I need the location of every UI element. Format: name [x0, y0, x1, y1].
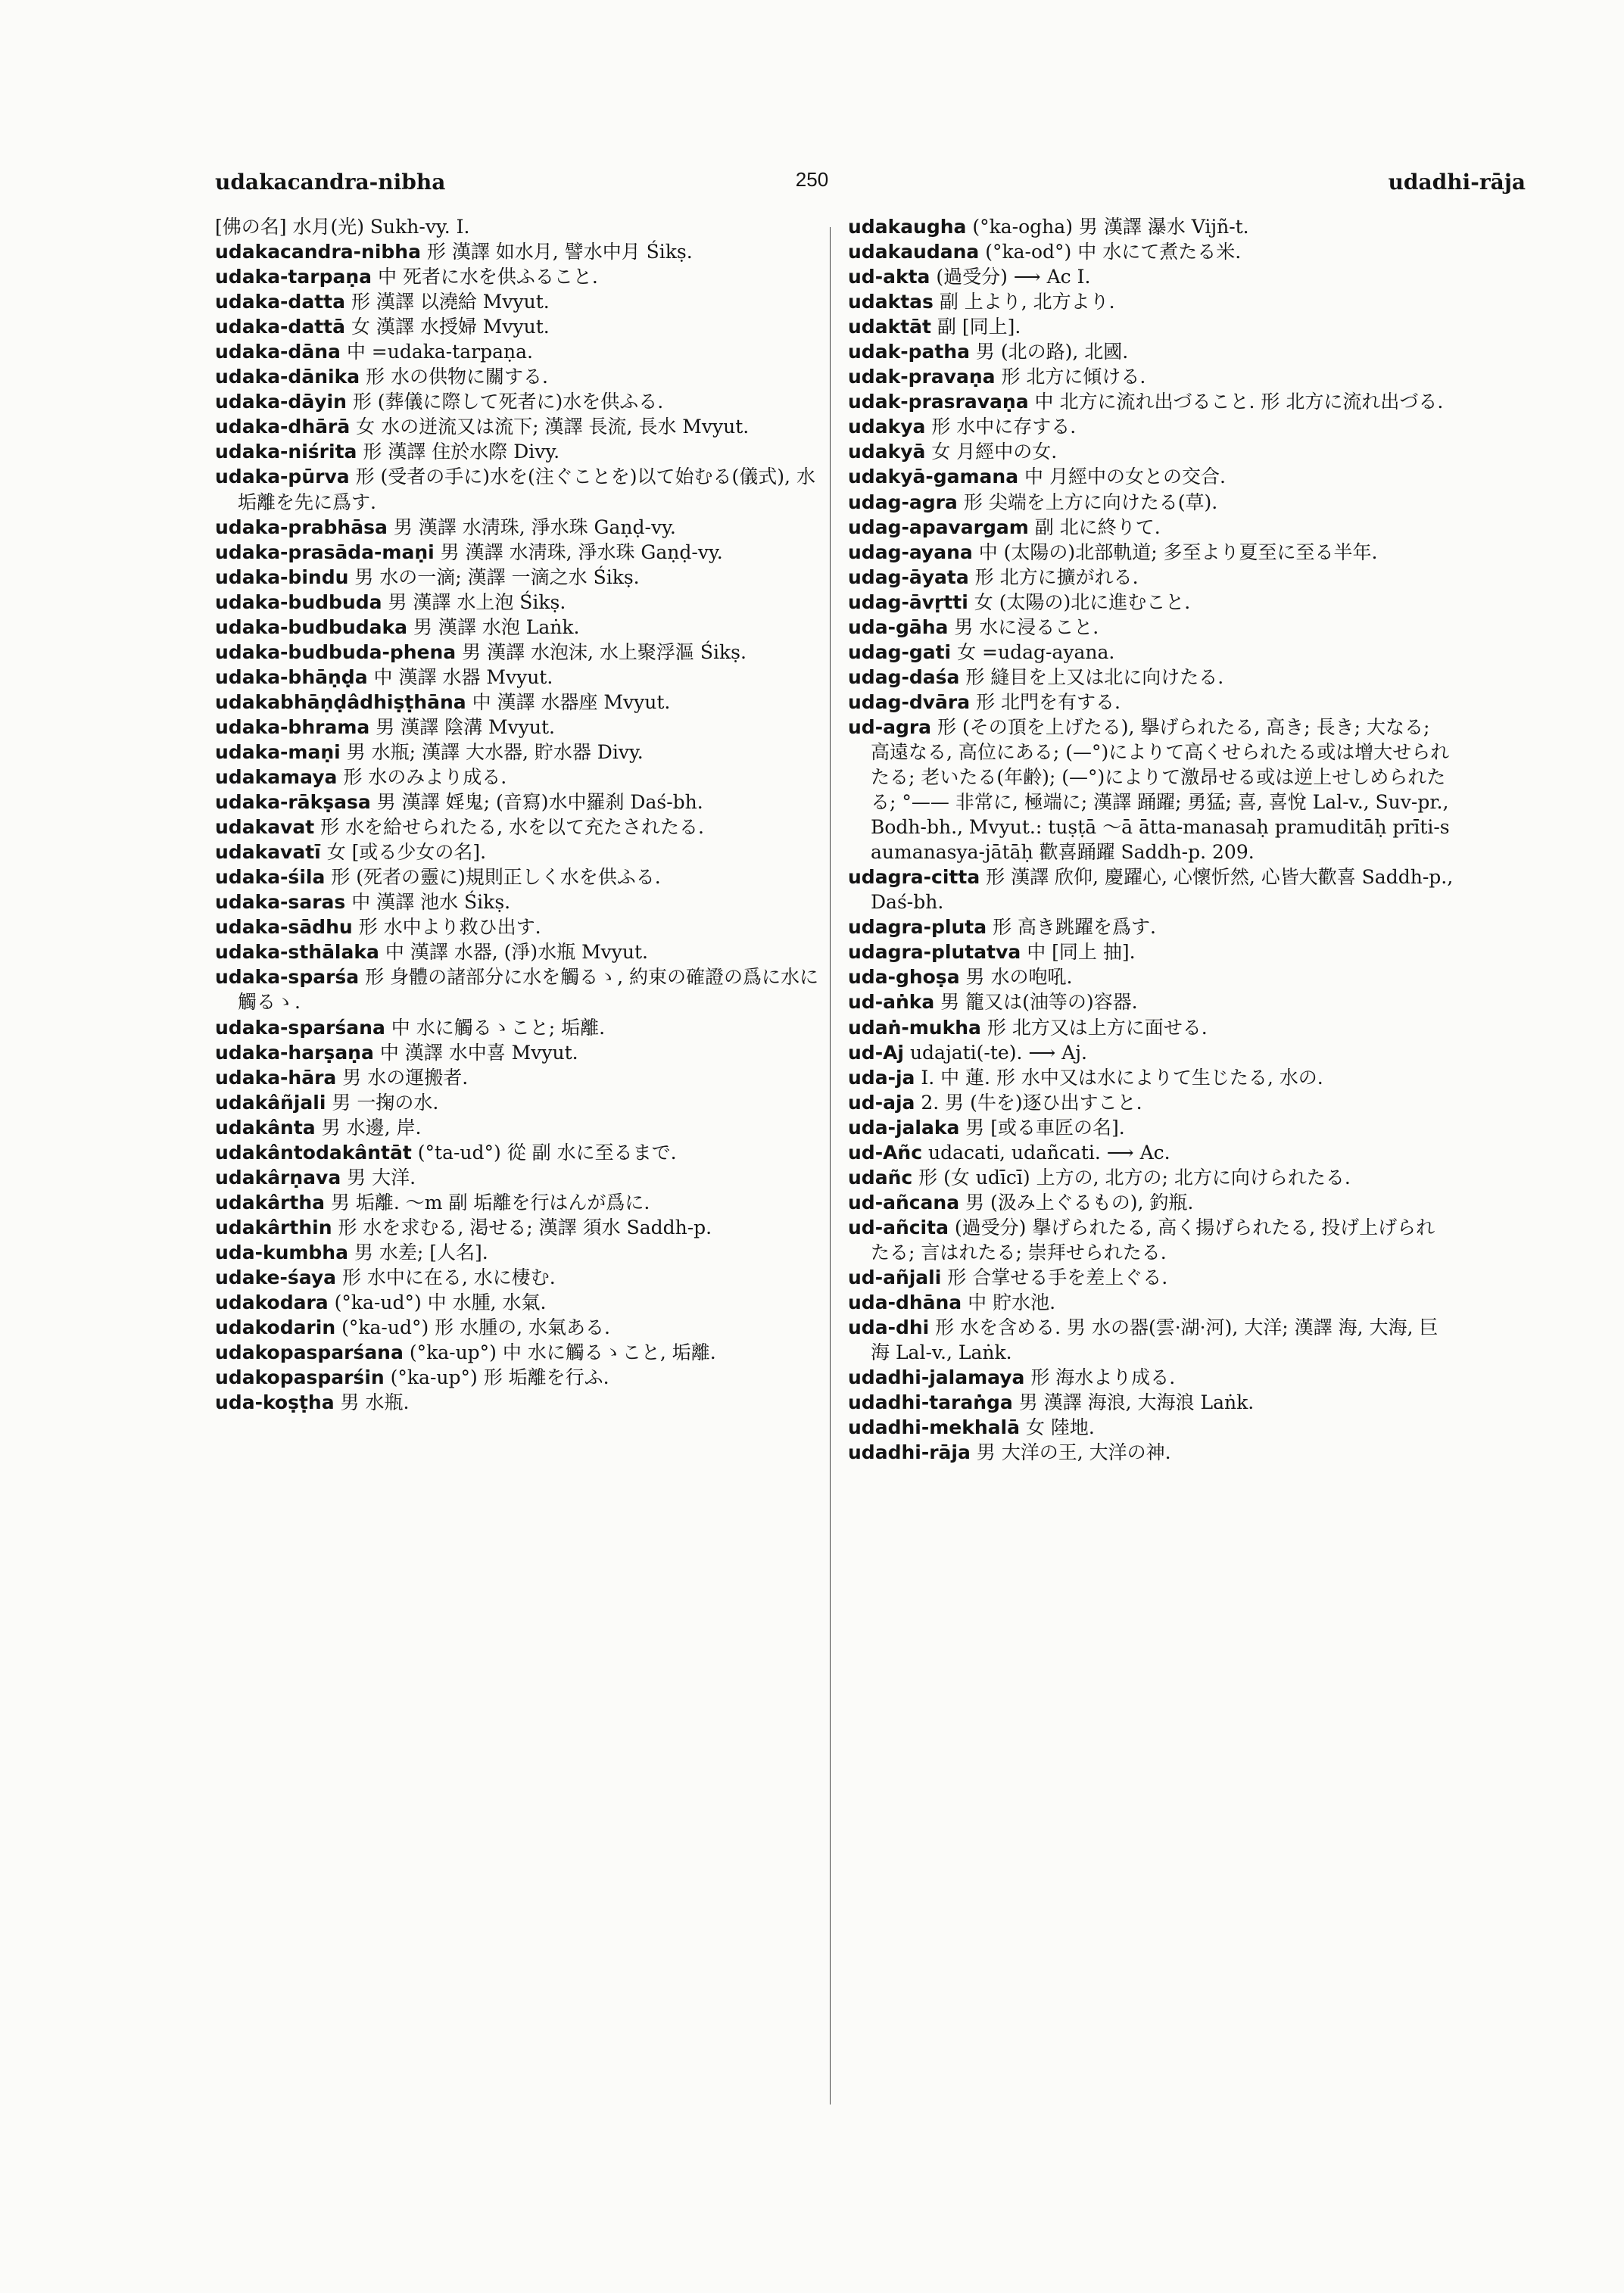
- entry-definition: 女 陸地.: [1025, 1416, 1095, 1439]
- entry-definition: 副 [同上].: [937, 316, 1021, 338]
- entry-headword: uda-ghoṣa: [848, 966, 960, 989]
- entry-definition: 男 漢譯 水泡沫, 水上聚浮漚 Śikṣ.: [462, 640, 747, 663]
- entry-headword: udakopasparśana: [215, 1341, 404, 1364]
- entry-definition: 形 合掌せる手を差上ぐる.: [947, 1266, 1168, 1288]
- dictionary-entry: [215, 615, 821, 640]
- entry-headword: udaka-datta: [215, 291, 345, 313]
- entry-headword: udaka-sādhu: [215, 916, 353, 939]
- dictionary-entry: [215, 515, 821, 540]
- entry-headword: udaka-maṇi: [215, 740, 341, 763]
- entry-headword: udakacandra-nibha: [215, 241, 421, 263]
- dictionary-entry: [215, 1290, 821, 1315]
- entry-headword: udaka-dāna: [215, 341, 341, 363]
- dictionary-entry: [215, 740, 821, 765]
- entry-headword: udakyā-gamana: [848, 466, 1019, 488]
- entry-headword: udak-pravaṇa: [848, 366, 996, 388]
- entry-definition: 形 水を求むる, 渇せる; 漢譯 須水 Saddh-p.: [338, 1216, 712, 1238]
- entry-headword: udakârtha: [215, 1191, 326, 1213]
- entry-definition: 女 漢譯 水授婦 Mvyut.: [351, 316, 550, 338]
- entry-headword: udaka-dhārā: [215, 416, 351, 438]
- entry-headword: udaka-budbuda-phena: [215, 640, 457, 663]
- dictionary-entry: [848, 1015, 1454, 1040]
- running-header-right: udadhi-rāja: [1388, 170, 1526, 195]
- entry-definition: 中 漢譯 池水 Śikṣ.: [351, 891, 511, 914]
- entry-headword: udaka-harṣaṇa: [215, 1041, 374, 1064]
- entry-definition: 中 (太陽の)北部軌道; 多至より夏至に至る半年.: [978, 541, 1378, 563]
- entry-definition: 2. 男 (牛を)逐ひ出すこと.: [921, 1091, 1142, 1114]
- entry-headword: udag-āvṛtti: [848, 590, 968, 613]
- entry-definition: 形 水の供物に關する.: [366, 366, 548, 388]
- entry-definition: 中 水に觸るゝこと; 垢離.: [391, 1016, 606, 1039]
- entry-definition: 男 漢譯 海浪, 大海浪 Laṅk.: [1018, 1391, 1255, 1414]
- entry-definition: (°ka-ud°) 中 水腫, 水氣.: [334, 1291, 547, 1314]
- entry-definition: 形 水中より救ひ出す.: [358, 916, 541, 939]
- entry-definition: 形 海水より成る.: [1030, 1366, 1176, 1389]
- entry-headword: udaka-saras: [215, 891, 346, 914]
- dictionary-entry: [215, 1365, 821, 1390]
- dictionary-entry: [848, 1440, 1454, 1465]
- entry-headword: udadhi-jalamaya: [848, 1366, 1025, 1389]
- dictionary-entry: [848, 1215, 1454, 1265]
- entry-headword: udakopasparśin: [215, 1366, 385, 1389]
- dictionary-entry: [848, 1165, 1454, 1190]
- entry-definition: 形 (女 udīcī) 上方の, 北方の; 北方に向けられたる.: [918, 1166, 1351, 1189]
- entry-headword: udaka-prabhāsa: [215, 516, 388, 538]
- entry-definition: 男 (汲み上ぐるもの), 釣瓶.: [965, 1191, 1194, 1213]
- entry-headword: udaka-dattā: [215, 316, 345, 338]
- entry-definition: 中 死者に水を供ふること.: [377, 266, 598, 288]
- dictionary-entry: [848, 464, 1454, 489]
- entry-definition: 男 漢譯 水淸珠, 淨水珠 Gaṇḍ-vy.: [440, 541, 723, 563]
- entry-definition: I. 中 蓮. 形 水中又は水によりて生じたる, 水の.: [921, 1066, 1323, 1089]
- entry-headword: udakodara: [215, 1291, 329, 1314]
- entry-definition: 男 大洋.: [347, 1166, 416, 1189]
- entry-headword: udaka-budbudaka: [215, 615, 407, 638]
- entry-definition: 形 高き跳躍を爲す.: [993, 916, 1156, 939]
- dictionary-entry: [215, 389, 821, 414]
- dictionary-entry: [848, 914, 1454, 939]
- entry-headword: udaka-sthālaka: [215, 941, 379, 964]
- dictionary-entry: [215, 914, 821, 939]
- dictionary-entry: [848, 715, 1454, 865]
- left-column: [215, 214, 821, 1415]
- dictionary-entry: [215, 964, 821, 1014]
- entry-definition: 男 籠又は(油等の)容器.: [940, 991, 1138, 1014]
- entry-headword: uda-ja: [848, 1066, 915, 1089]
- entry-headword: udagra-citta: [848, 866, 980, 889]
- entry-definition: 形 水中に在る, 水に棲む.: [341, 1266, 556, 1288]
- entry-headword: ud-agra: [848, 715, 932, 738]
- entry-definition: 男 漢譯 水淸珠, 淨水珠 Gaṇḍ-vy.: [393, 516, 676, 538]
- entry-headword: udaka-bhrama: [215, 715, 370, 738]
- entry-headword: ud-añjali: [848, 1266, 942, 1288]
- entry-definition: 男 水邊, 岸.: [321, 1116, 422, 1139]
- entry-definition: 男 大洋の王, 大洋の神.: [976, 1441, 1171, 1464]
- entry-definition: (過受分) ⟶ Ac I.: [936, 266, 1091, 288]
- entry-definition: 男 漢譯 水上泡 Śikṣ.: [388, 590, 566, 613]
- entry-definition: 形 漢譯 欣仰, 慶躍心, 心懷忻然, 心皆大歡喜 Saddh-p., Daś-bh.: [871, 866, 1454, 914]
- entry-definition: 男 水の咆吼.: [965, 966, 1073, 989]
- entry-headword: uda-jalaka: [848, 1116, 960, 1139]
- dictionary-entry: [848, 364, 1454, 389]
- entry-definition: 形 漢譯 住於水際 Divy.: [363, 441, 560, 463]
- dictionary-entry: [215, 239, 821, 264]
- entry-definition: 中 [同上 抽].: [1027, 941, 1136, 964]
- dictionary-entry: [848, 214, 1454, 239]
- entry-headword: udakântodakântāt: [215, 1141, 412, 1164]
- dictionary-entry: [215, 1340, 821, 1365]
- dictionary-entry: [848, 1040, 1454, 1065]
- dictionary-entry: [215, 1390, 821, 1415]
- entry-definition: (°ka-up°) 形 垢離を行ふ.: [390, 1366, 609, 1389]
- entry-headword: udaka-niśrita: [215, 441, 357, 463]
- entry-headword: ud-añcana: [848, 1191, 960, 1213]
- entry-headword: udakârṇava: [215, 1166, 341, 1189]
- entry-headword: udaktas: [848, 291, 934, 313]
- entry-headword: udak-prasravaṇa: [848, 391, 1029, 413]
- entry-definition: (°ka-ud°) 形 水腫の, 水氣ある.: [341, 1316, 610, 1339]
- dictionary-entry: [848, 665, 1454, 690]
- entry-definition: 形 身體の諸部分に水を觸るゝ, 約束の確證の爲に水に觸るゝ.: [238, 966, 818, 1014]
- dictionary-entry: [215, 889, 821, 914]
- dictionary-entry: [848, 1390, 1454, 1415]
- entry-headword: udakavatī: [215, 841, 321, 864]
- dictionary-entry: [215, 314, 821, 339]
- dictionary-entry: [848, 1315, 1454, 1365]
- entry-definition: 副 北に終りて.: [1034, 516, 1161, 538]
- entry-headword: udaka-prasāda-maṇi: [215, 541, 435, 563]
- entry-headword: udaktāt: [848, 316, 931, 338]
- dictionary-entry: [848, 939, 1454, 964]
- entry-definition: 形 (受者の手に)水を(注ぐことを)以て始むる(儀式), 水垢離を先に爲す.: [238, 466, 815, 513]
- entry-headword: udaṅ-mukha: [848, 1016, 981, 1039]
- dictionary-entry: [848, 1140, 1454, 1165]
- dictionary-entry: [215, 289, 821, 314]
- dictionary-entry: [215, 1015, 821, 1040]
- entry-headword: udaka-dāyin: [215, 391, 347, 413]
- entry-definition: 女 (太陽の)北に進むこと.: [974, 590, 1191, 613]
- entry-headword: udadhi-mekhalā: [848, 1416, 1020, 1439]
- entry-headword: udakaugha: [848, 216, 967, 238]
- entry-headword: uda-dhāna: [848, 1291, 962, 1314]
- page-number: 250: [795, 168, 829, 191]
- dictionary-entry: [848, 865, 1454, 914]
- dictionary-entry: [215, 414, 821, 439]
- entry-definition: 形 縫目を上又は北に向けたる.: [965, 665, 1224, 688]
- dictionary-entry: [848, 590, 1454, 615]
- dictionary-entry: [215, 540, 821, 565]
- entry-headword: udakâñjali: [215, 1091, 326, 1114]
- entry-headword: uda-kumbha: [215, 1241, 348, 1263]
- entry-definition: 男 水に浸ること.: [954, 615, 1099, 638]
- dictionary-entry: [848, 1415, 1454, 1440]
- dictionary-entry: [215, 1090, 821, 1115]
- entry-definition: 男 水の運搬者.: [342, 1066, 469, 1089]
- dictionary-entry: [215, 815, 821, 840]
- entry-definition: 男 水瓶; 漢譯 大水器, 貯水器 Divy.: [346, 740, 644, 763]
- dictionary-entry: [215, 865, 821, 889]
- dictionary-entry: [215, 1115, 821, 1140]
- entry-headword: ud-akta: [848, 266, 930, 288]
- entry-definition: (°ka-ogha) 男 漢譯 瀑水 Vijñ-t.: [972, 216, 1249, 238]
- dictionary-entry: [848, 1365, 1454, 1390]
- dictionary-entry: [215, 640, 821, 665]
- entry-definition: (過受分) 擧げられたる, 高く揚げられたる, 投げ上げられたる; 言はれたる; 崇拜せられたる.: [871, 1216, 1435, 1263]
- entry-definition: 男 水差; [人名].: [354, 1241, 488, 1263]
- entry-definition: udajati(-te). ⟶ Aj.: [909, 1041, 1087, 1064]
- entry-headword: uda-gāha: [848, 615, 949, 638]
- entry-definition: 形 水を含める. 男 水の器(雲·湖·河), 大洋; 漢譯 海, 大海, 巨海 Lal-v., Laṅk.: [871, 1316, 1439, 1364]
- entry-definition: 男 漢譯 婬鬼; (音寫)水中羅刹 Daś-bh.: [376, 791, 703, 814]
- entry-headword: udaka-tarpaṇa: [215, 266, 372, 288]
- entry-headword: udag-agra: [848, 491, 958, 513]
- entry-headword: uda-koṣṭha: [215, 1391, 335, 1414]
- entry-headword: udagra-pluta: [848, 916, 987, 939]
- entry-definition: 形 漢譯 如水月, 譬水中月 Śikṣ.: [426, 241, 693, 263]
- entry-definition: 男 垢離. ～m 副 垢離を行はんが爲に.: [330, 1191, 650, 1213]
- dictionary-entry: [848, 690, 1454, 715]
- dictionary-entry: [215, 1315, 821, 1340]
- dictionary-entry: [215, 765, 821, 790]
- dictionary-entry: [848, 339, 1454, 364]
- dictionary-entry: [215, 1215, 821, 1240]
- dictionary-entry: [215, 1265, 821, 1290]
- dictionary-entry: [215, 1190, 821, 1215]
- entry-definition: udacati, udañcati. ⟶ Ac.: [928, 1141, 1170, 1164]
- entry-headword: udañc: [848, 1166, 913, 1189]
- dictionary-entry: [848, 1115, 1454, 1140]
- entry-headword: udadhi-taraṅga: [848, 1391, 1013, 1414]
- entry-headword: udag-ayana: [848, 541, 973, 563]
- entry-definition: 中 =udaka-tarpaṇa.: [346, 341, 533, 363]
- entry-headword: udakya: [848, 416, 926, 438]
- entry-definition: 形 漢譯 以澆給 Mvyut.: [351, 291, 550, 313]
- entry-definition: 中 貯水池.: [968, 1291, 1056, 1314]
- dictionary-entry: [215, 840, 821, 865]
- dictionary-entry: [215, 1165, 821, 1190]
- entry-definition: 男 水瓶.: [340, 1391, 410, 1414]
- entry-definition: 男 水の一滴; 漢譯 一滴之水 Śikṣ.: [354, 565, 640, 588]
- entry-headword: uda-dhi: [848, 1316, 930, 1339]
- entry-headword: udaka-dānika: [215, 366, 360, 388]
- dictionary-entry: [848, 439, 1454, 464]
- dictionary-entry: [848, 615, 1454, 640]
- running-header-left: udakacandra-nibha: [215, 170, 446, 195]
- entry-headword: udakabhāṇḍâdhiṣṭhāna: [215, 690, 466, 713]
- entry-definition: 副 上より, 北方より.: [939, 291, 1115, 313]
- dictionary-entry: [848, 1290, 1454, 1315]
- dictionary-entry: [848, 540, 1454, 565]
- dictionary-entry: [848, 989, 1454, 1014]
- dictionary-entry: [848, 1090, 1454, 1115]
- entry-definition: 男 (北の路), 北國.: [975, 341, 1129, 363]
- dictionary-entry: [848, 1265, 1454, 1290]
- entry-headword: ud-aṅka: [848, 991, 935, 1014]
- dictionary-entry: [215, 690, 821, 715]
- entry-headword: udaka-bhāṇḍa: [215, 665, 368, 688]
- entry-definition: (°ka-up°) 中 水に觸るゝこと, 垢離.: [409, 1341, 716, 1364]
- dictionary-entry: [848, 389, 1454, 414]
- entry-headword: ud-aja: [848, 1091, 915, 1114]
- dictionary-entry: [215, 715, 821, 740]
- entry-definition: 中 漢譯 水器, (淨)水瓶 Mvyut.: [385, 941, 649, 964]
- dictionary-entry: [215, 1240, 821, 1265]
- entry-definition: 男 [或る車匠の名].: [965, 1116, 1125, 1139]
- dictionary-entry: [215, 790, 821, 815]
- entry-headword: udakavat: [215, 816, 315, 839]
- dictionary-entry: [215, 1140, 821, 1165]
- entry-definition: 形 (死者の靈に)規則正しく水を供ふる.: [331, 866, 661, 889]
- dictionary-entry: [215, 1065, 821, 1090]
- entry-definition: (°ka-od°) 中 水にて煮たる米.: [985, 241, 1242, 263]
- entry-definition: 形 北方に擴がれる.: [974, 565, 1139, 588]
- entry-definition: 男 漢譯 陰溝 Mvyut.: [376, 715, 555, 738]
- entry-headword: udakânta: [215, 1116, 316, 1139]
- dictionary-entry: [848, 264, 1454, 289]
- entry-headword: ud-Aj: [848, 1041, 904, 1064]
- entry-definition: 男 漢譯 水泡 Laṅk.: [413, 615, 580, 638]
- entry-definition: 形 (葬儀に際して死者に)水を供ふる.: [352, 391, 664, 413]
- entry-headword: udakaudana: [848, 241, 980, 263]
- entry-headword: ud-añcita: [848, 1216, 949, 1238]
- entry-definition: 男 一掬の水.: [332, 1091, 439, 1114]
- entry-headword: udak-patha: [848, 341, 970, 363]
- dictionary-entry: [215, 439, 821, 464]
- dictionary-entry: [848, 239, 1454, 264]
- entry-definition: 中 漢譯 水器座 Mvyut.: [472, 690, 671, 713]
- entry-headword: udaka-pūrva: [215, 466, 350, 488]
- entry-definition: 形 水のみより成る.: [343, 766, 507, 789]
- dictionary-entry: [215, 939, 821, 964]
- dictionary-entry: [215, 464, 821, 514]
- entry-definition: [佛の名] 水月(光) Sukh-vy. I.: [215, 216, 470, 238]
- entry-headword: udake-śaya: [215, 1266, 336, 1288]
- entry-definition: 女 月經中の女.: [931, 441, 1058, 463]
- dictionary-entry: [848, 1065, 1454, 1090]
- entry-definition: (°ta-ud°) 從 副 水に至るまで.: [417, 1141, 677, 1164]
- dictionary-entry: [215, 214, 821, 239]
- entry-headword: udag-gati: [848, 640, 952, 663]
- dictionary-entry: [848, 565, 1454, 590]
- entry-definition: 形 北方に傾ける.: [1001, 366, 1146, 388]
- dictionary-entry: [848, 314, 1454, 339]
- right-column: [848, 214, 1454, 1465]
- dictionary-entry: [848, 289, 1454, 314]
- entry-definition: 形 水中に存する.: [931, 416, 1077, 438]
- dictionary-entry: [848, 1190, 1454, 1215]
- entry-headword: udag-dvāra: [848, 690, 971, 713]
- entry-definition: 中 漢譯 水中喜 Mvyut.: [379, 1041, 578, 1064]
- entry-headword: udaka-budbuda: [215, 590, 382, 613]
- entry-headword: udaka-sparśana: [215, 1016, 385, 1039]
- entry-headword: udaka-bindu: [215, 565, 349, 588]
- entry-headword: udakodarin: [215, 1316, 336, 1339]
- dictionary-entry: [848, 490, 1454, 515]
- dictionary-entry: [215, 590, 821, 615]
- dictionary-entry: [215, 339, 821, 364]
- column-divider: [830, 227, 831, 2105]
- entry-definition: 中 北方に流れ出づること. 形 北方に流れ出づる.: [1034, 391, 1444, 413]
- entry-definition: 中 漢譯 水器 Mvyut.: [373, 665, 553, 688]
- dictionary-entry: [848, 515, 1454, 540]
- entry-headword: udagra-plutatva: [848, 941, 1021, 964]
- entry-headword: udag-apavargam: [848, 516, 1029, 538]
- entry-headword: udaka-sparśa: [215, 966, 360, 989]
- dictionary-entry: [215, 364, 821, 389]
- entry-headword: udadhi-rāja: [848, 1441, 971, 1464]
- dictionary-entry: [848, 414, 1454, 439]
- entry-definition: 中 月經中の女との交合.: [1024, 466, 1226, 488]
- dictionary-entry: [848, 640, 1454, 665]
- entry-headword: udakamaya: [215, 766, 338, 789]
- entry-headword: udaka-śila: [215, 866, 326, 889]
- dictionary-entry: [215, 665, 821, 690]
- entry-definition: 女 =udag-ayana.: [957, 640, 1115, 663]
- entry-headword: udakyā: [848, 441, 926, 463]
- entry-headword: udaka-rākṣasa: [215, 791, 371, 814]
- entry-definition: 女 [或る少女の名].: [326, 841, 487, 864]
- entry-headword: udaka-hāra: [215, 1066, 337, 1089]
- dictionary-entry: [848, 964, 1454, 989]
- entry-definition: 形 北門を有する.: [976, 690, 1121, 713]
- entry-definition: 形 尖端を上方に向けたる(草).: [963, 491, 1218, 513]
- entry-headword: udag-daśa: [848, 665, 960, 688]
- entry-headword: udakârthin: [215, 1216, 332, 1238]
- entry-definition: 形 水を給せられたる, 水を以て充たされたる.: [320, 816, 704, 839]
- dictionary-entry: [215, 264, 821, 289]
- dictionary-entry: [215, 565, 821, 590]
- entry-definition: 形 (その頂を上げたる), 擧げられたる, 高き; 長き; 大なる; 高遠なる, 高位にある; (—°)によりて高くせられたる或は增大せられたる; 老いたる(年齢); (—°)によりて激昂せる或は逆上せしめられたる; °—— 非常に, 極端に; 漢譯 踊躍; 勇猛; 喜, 喜悅 Lal-v., Suv-pr., Bodh-bh., Mvyut.: tuṣṭā ～ā ātta-manasaḥ pramuditāḥ prīti-saumanasya-jātāḥ 歡喜踊躍 Saddh-p. 209.: [871, 715, 1450, 864]
- entry-definition: 女 水の迸流又は流下; 漢譯 長流, 長水 Mvyut.: [356, 416, 750, 438]
- entry-headword: udag-āyata: [848, 565, 969, 588]
- entry-headword: ud-Añc: [848, 1141, 923, 1164]
- entry-definition: 形 北方又は上方に面せる.: [987, 1016, 1208, 1039]
- dictionary-entry: [215, 1040, 821, 1065]
